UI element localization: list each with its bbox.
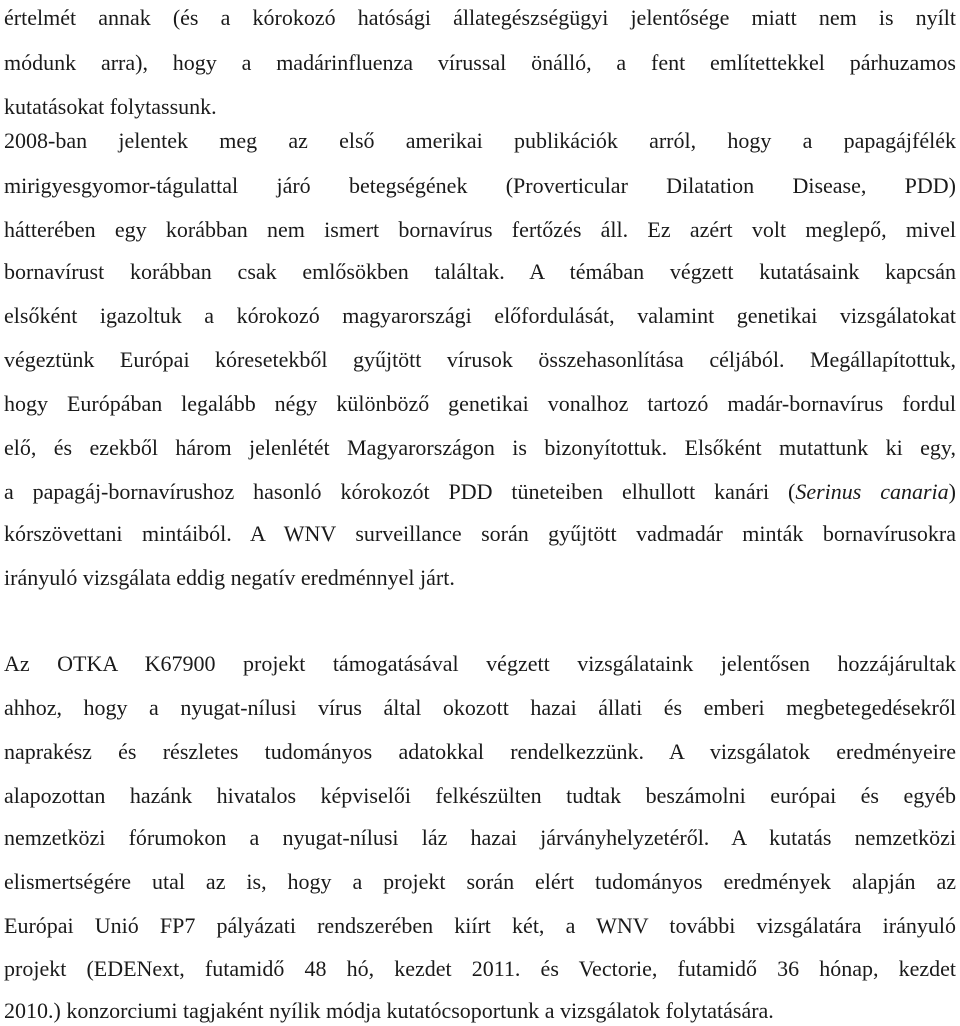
- text-line: [4, 477, 956, 507]
- text-segment: a papagáj-bornavírushoz hasonló kórokozót PDD tüneteiben elhullott kanári (: [4, 479, 796, 504]
- text-line: 2010.) konzorciumi tagjaként nyílik módja kutatócsoportunk a vizsgálatok folytatására.: [4, 998, 774, 1023]
- text-line: nemzetközi fórumokon a nyugat-nílusi láz hazai járványhelyzetéről. A kutatás nemzetközi: [4, 825, 956, 850]
- text-line: naprakész és részletes tudományos adatokkal rendelkezzünk. A vizsgálatok eredményeire: [4, 739, 956, 764]
- text-line: kutatásokat folytassunk.: [4, 94, 217, 119]
- text-line: 2008-ban jelentek meg az első amerikai publikációk arról, hogy a papagájfélék: [4, 128, 956, 153]
- text-line: mirigyesgyomor-tágulattal járó betegségének (Proverticular Dilatation Disease, PDD): [4, 173, 956, 198]
- text-line: végeztünk Európai kóresetekből gyűjtött vírusok összehasonlítása céljából. Megállapítottuk,: [4, 347, 956, 372]
- text-line: projekt (EDENext, futamidő 48 hó, kezdet 2011. és Vectorie, futamidő 36 hónap, kezdet: [4, 956, 956, 981]
- text-line: alapozottan hazánk hivatalos képviselői felkészülten tudtak beszámolni európai és egyéb: [4, 783, 956, 808]
- text-line: hogy Európában legalább négy különböző genetikai vonalhoz tartozó madár-bornavírus fordul: [4, 391, 956, 416]
- text-line: hátterében egy korábban nem ismert bornavírus fertőzés áll. Ez azért volt meglepő, mivel: [4, 217, 956, 242]
- text-line: elismertségére utal az is, hogy a projekt során elért tudományos eredmények alapján az: [4, 869, 956, 894]
- text-segment: ): [948, 479, 956, 504]
- text-line: Európai Unió FP7 pályázati rendszerében kiírt két, a WNV további vizsgálatára irányuló: [4, 913, 956, 938]
- text-line: módunk arra), hogy a madárinfluenza vírussal önálló, a fent említettekkel párhuzamos: [4, 50, 956, 75]
- text-line: értelmét annak (és a kórokozó hatósági állategészségügyi jelentősége miatt nem is nyílt: [4, 5, 956, 30]
- text-line: ahhoz, hogy a nyugat-nílusi vírus által okozott hazai állati és emberi megbetegedésekről: [4, 695, 956, 720]
- text-line: elő, és ezekből három jelenlétét Magyarországon is bizonyítottuk. Elsőként mutattunk ki egy,: [4, 435, 956, 460]
- text-line: bornavírust korábban csak emlősökben találtak. A témában végzett kutatásaink kapcsán: [4, 259, 956, 284]
- text-line: elsőként igazoltuk a kórokozó magyarországi előfordulását, valamint genetikai vizsgálatokat: [4, 303, 956, 328]
- text-line: irányuló vizsgálata eddig negatív eredménnyel járt.: [4, 565, 455, 590]
- species-name: Serinus canaria: [795, 479, 949, 504]
- text-line: kórszövettani mintáiból. A WNV surveillance során gyűjtött vadmadár minták bornavírusokra: [4, 521, 956, 546]
- text-line: Az OTKA K67900 projekt támogatásával végzett vizsgálataink jelentősen hozzájárultak: [4, 651, 956, 676]
